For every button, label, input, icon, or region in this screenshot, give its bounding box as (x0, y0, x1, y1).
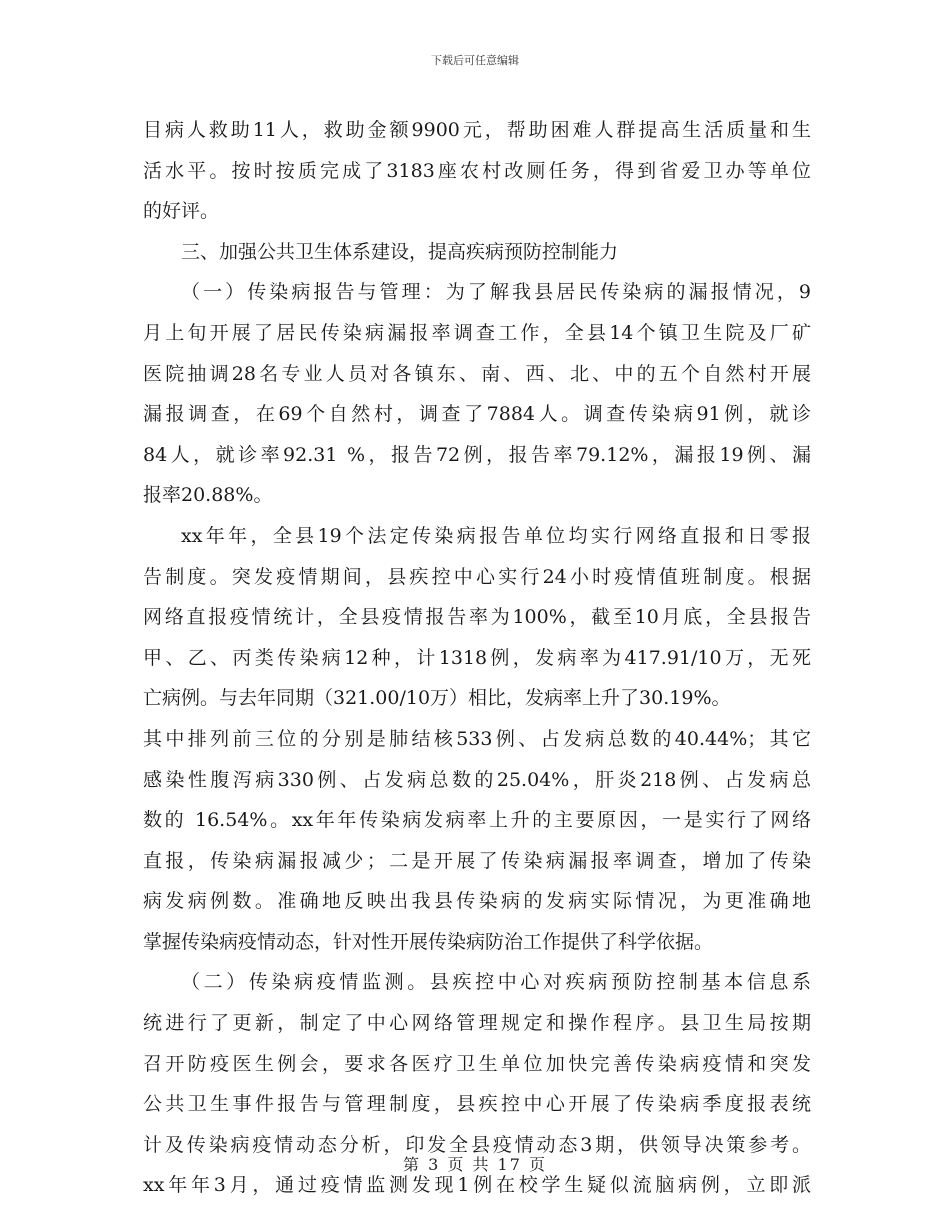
text-line: 计及传染病疫情动态分析，印发全县疫情动态3期，供领导决策参考。 (143, 1133, 811, 1156)
text-line: 医院抽调28名专业人员对各镇东、南、西、北、中的五个自然村开展 (143, 362, 811, 385)
document-body (143, 110, 811, 1206)
text-line: 漏报调查，在69个自然村，调查了7884人。调查传染病91例，就诊 (143, 403, 811, 426)
text-line: 84人，就诊率92.31 %，报告72例，报告率79.12%，漏报19例、漏 (143, 443, 811, 466)
text-line: （一）传染病报告与管理：为了解我县居民传染病的漏报情况，9 (181, 281, 811, 304)
text-line: 报率20.88%。 (143, 484, 273, 507)
text-line: 告制度。突发疫情期间，县疾控中心实行24小时疫情值班制度。根据 (143, 565, 811, 588)
text-line: 亡病例。与去年同期（321.00/10万）相比，发病率上升了30.19%。 (143, 687, 731, 710)
text-line: 活水平。按时按质完成了3183座农村改厕任务，得到省爱卫办等单位 (143, 159, 811, 182)
text-line: 目病人救助11人，救助金额9900元，帮助困难人群提高生活质量和生 (143, 119, 811, 141)
text-line: 甲、乙、丙类传染病12种，计1318例，发病率为417.91/10万，无死 (143, 646, 811, 669)
text-line: （二）传染病疫情监测。县疾控中心对疾病预防控制基本信息系 (181, 971, 811, 994)
text-line: 召开防疫医生例会，要求各医疗卫生单位加快完善传染病疫情和突发 (143, 1052, 811, 1075)
text-line: 网络直报疫情统计，全县疫情报告率为100%，截至10月底，全县报告 (143, 606, 811, 629)
text-line: 的好评。 (143, 200, 220, 223)
text-line: 病发病例数。准确地反映出我县传染病的发病实际情况，为更准确地 (143, 890, 811, 913)
text-line: 月上旬开展了居民传染病漏报率调查工作，全县14个镇卫生院及厂矿 (143, 321, 811, 344)
text-line: 统进行了更新，制定了中心网络管理规定和操作程序。县卫生局按期 (143, 1012, 811, 1035)
text-line: 直报，传染病漏报减少；二是开展了传染病漏报率调查，增加了传染 (143, 849, 811, 872)
text-line: xx年年，全县19个法定传染病报告单位均实行网络直报和日零报 (181, 524, 811, 547)
text-line: xx年年3月，通过疫情监测发现1例在校学生疑似流脑病例，立即派 (143, 1174, 811, 1197)
text-line: 其中排列前三位的分别是肺结核533例、占发病总数的40.44%；其它 (143, 727, 811, 750)
text-line: 数的 16.54%。xx年年传染病发病率上升的主要原因，一是实行了网络 (143, 809, 811, 832)
text-line: 公共卫生事件报告与管理制度，县疾控中心开展了传染病季度报表统 (143, 1093, 811, 1116)
text-line: 掌握传染病疫情动态，针对性开展传染病防治工作提供了科学依据。 (143, 930, 714, 953)
page-number-footer: 第 3 页 共 17 页 (403, 1155, 547, 1174)
text-line: 三、加强公共卫生体系建设，提高疾病预防控制能力 (181, 240, 619, 263)
text-line: 感染性腹泻病330例、占发病总数的25.04%，肝炎218例、占发病总 (143, 768, 811, 791)
page-header-note: 下载后可任意编辑 (431, 54, 519, 67)
